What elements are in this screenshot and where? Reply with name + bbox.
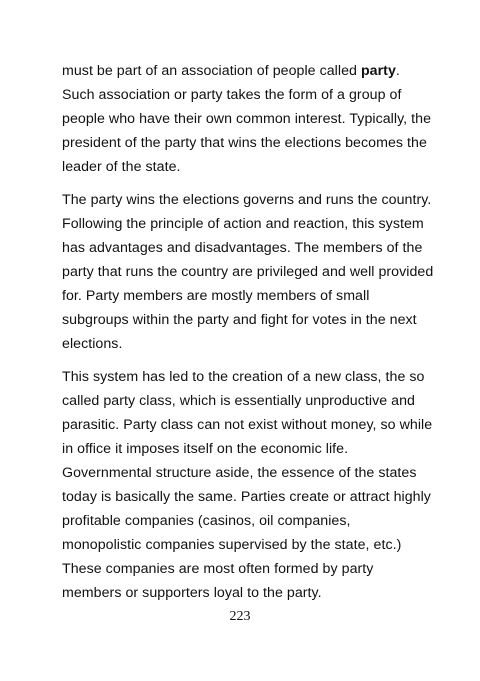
paragraph-3 <box>62 365 432 605</box>
text-line: The party wins the elections governs and runs the country. <box>62 192 432 208</box>
paragraph-2 <box>62 188 432 356</box>
text-run: must be part of an association of people called <box>62 63 361 79</box>
text-line: for. Party members are mostly members of small <box>62 288 370 304</box>
text-line: parasitic. Party class can not exist without money, so while <box>62 417 433 433</box>
text-line: leader of the state. <box>62 159 181 175</box>
bold-term-party: party <box>360 63 396 79</box>
text-line: This system has led to the creation of a new class, the so <box>62 369 425 385</box>
text-line <box>62 59 432 83</box>
body-text <box>62 59 432 614</box>
text-run: . <box>395 63 400 79</box>
text-line: elections. <box>62 336 123 352</box>
text-line: president of the party that wins the elections becomes the <box>62 135 427 151</box>
text-line: subgroups within the party and fight for votes in the next <box>62 312 417 328</box>
text-line: Following the principle of action and reaction, this system <box>62 216 424 232</box>
text-line: monopolistic companies supervised by the state, etc.) <box>62 537 402 553</box>
text-line: Such association or party takes the form of a group of <box>62 87 402 103</box>
text-line: today is basically the same. Parties create or attract highly <box>62 489 431 505</box>
text-line: These companies are most often formed by party <box>62 561 374 577</box>
text-line: people who have their own common interest. Typically, the <box>62 111 432 127</box>
text-line: members or supporters loyal to the party. <box>62 585 322 601</box>
text-line: called party class, which is essentially unproductive and <box>62 393 415 409</box>
text-line: Governmental structure aside, the essence of the states <box>62 465 417 481</box>
page-number: 223 <box>229 609 251 624</box>
text-line: profitable companies (casinos, oil companies, <box>62 513 351 529</box>
text-line: in office it imposes itself on the economic life. <box>62 441 349 457</box>
paragraph-1 <box>62 59 432 179</box>
text-line: has advantages and disadvantages. The members of the <box>62 240 423 256</box>
text-line: party that runs the country are privileged and well provided <box>62 264 434 280</box>
